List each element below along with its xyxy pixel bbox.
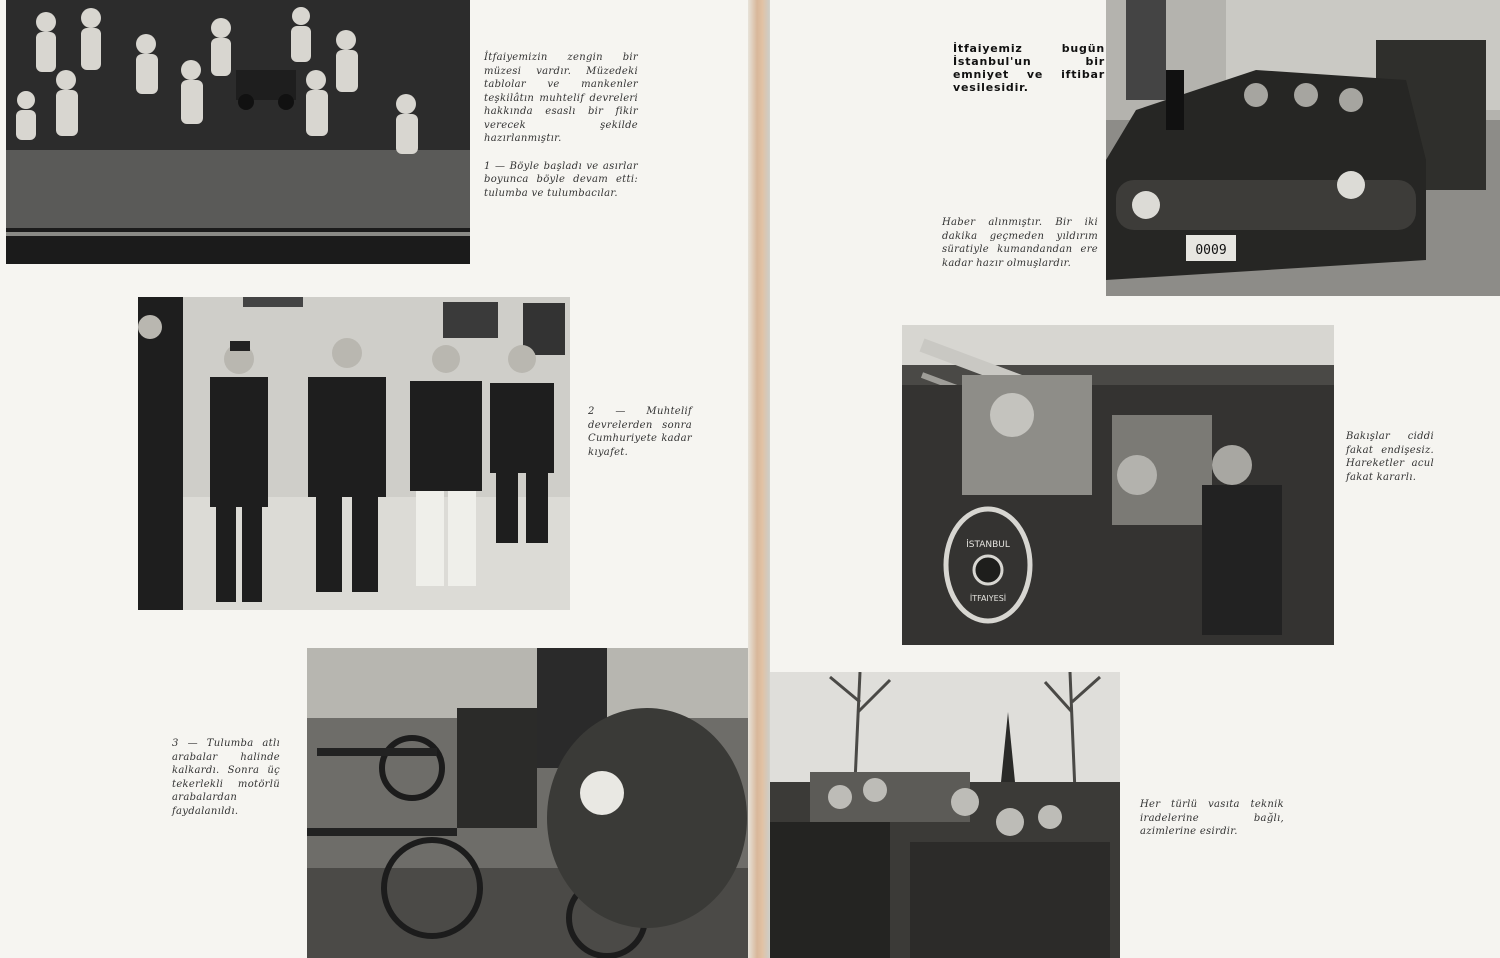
headline: İtfaiyemiz bugün İstanbul'un bir emniyet ve iftibar vesilesidir. [953,42,1105,94]
caption-equipment: Her türlü vasıta teknik iradelerine bağlı, azimlerine esirdir. [1140,799,1284,837]
photo-ladder-truck [902,325,1334,645]
intro-caption [484,51,638,214]
caption-truck: Bakışlar ciddi fakat endişesiz. Hareketler acul fakat kararlı. [1346,431,1434,483]
photo-fire-pump-vehicles [307,648,752,958]
emblem-bottom-text: İTFAIYESİ [969,594,1007,603]
caption-2-block [588,405,692,473]
right-page [770,0,1500,958]
caption-2: 2 — Muhtelif devrelerden sonra Cumhuriyete kadar kıyafet. [588,406,692,458]
caption-equipment-block [1140,798,1284,853]
car-plate: 0009 [1195,243,1227,258]
photo-car-convoy [1106,0,1500,296]
photo-mannequins [138,297,570,610]
emblem-top-text: İSTANBUL [966,540,1010,550]
caption-1: 1 — Böyle başladı ve asırlar boyunca böyle devam etti: tulumba ve tulumbacılar. [484,160,638,199]
caption-3: 3 — Tulumba atlı arabalar halinde kalkardı. Sonra üç tekerlekli motörlü arabalardan faydalanıldı. [172,738,280,817]
caption-truck-block [1346,430,1434,498]
caption-3-block [172,737,280,832]
intro-caption-text: İtfaiyemizin zengin bir müzesi vardır. Müzedeki tablolar ve mankenler teşkilâtın muhtelif devreleri hakkında esaslı bir fikir verecek şekilde hazırlanmıştır. [484,52,638,144]
caption-car: Haber alınmıştır. Bir iki dakika geçmeden yıldırım süratiyle kumandandan ere kadar hazır olmuşlardır. [942,217,1098,269]
photo-museum-diorama [6,0,470,264]
photo-firemen-equipment [770,672,1120,958]
caption-car-block [942,216,1098,284]
